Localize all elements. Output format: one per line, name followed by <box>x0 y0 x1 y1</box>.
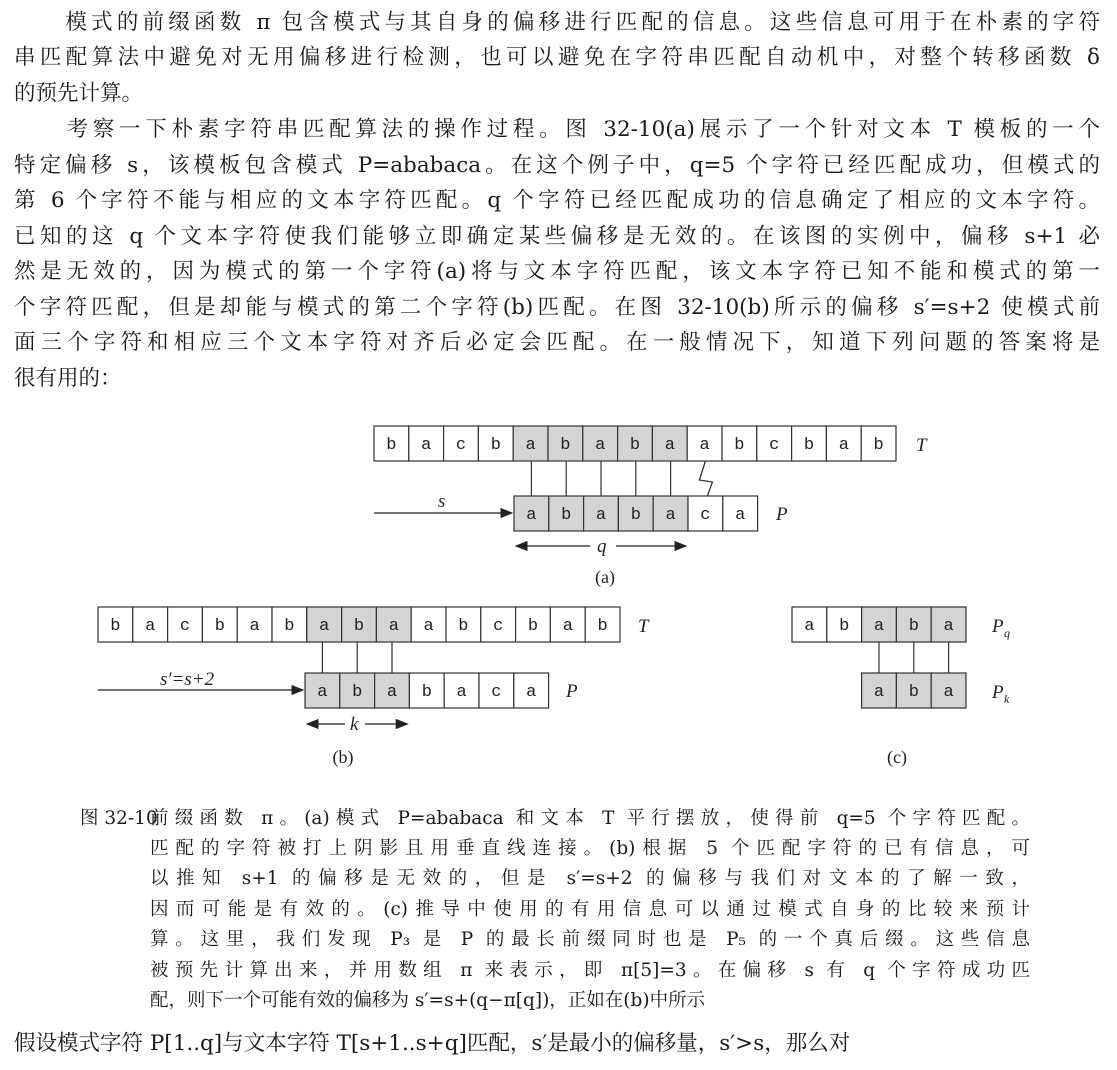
text-t-char: b <box>386 436 397 455</box>
caption-line: 因而可能是有效的。(c)推导中使用的有用信息可以通过模式自身的比较来预计 <box>150 899 1030 920</box>
pattern-p-char: a <box>526 506 537 525</box>
subfigure-label: (b) <box>332 747 354 767</box>
caption-line: 算。这里，我们发现 P₃ 是 P 的最长前缀同时也是 P₅ 的一个真后缀。这些信息 <box>150 929 1030 950</box>
pattern-p-char: b <box>561 506 572 525</box>
pattern-p-char: c <box>491 683 502 702</box>
text-t-char: a <box>699 436 710 455</box>
text-line: 已知的这 q 个文本字符使我们能够立即确定某些偏移是无效的。在该图的实例中，偏移 s+1 必 <box>14 224 1100 249</box>
caption-line: 以推知 s+1 的偏移是无效的，但是 s′=s+2 的偏移与我们对文本的了解一致， <box>150 868 1030 889</box>
subfigure-label: (a) <box>595 567 615 587</box>
pk-label: P <box>992 682 1004 703</box>
text-t-char: a <box>388 617 399 636</box>
prefix-pq-char: a <box>804 617 815 636</box>
text-t-char: b <box>527 617 539 636</box>
text-line: 模式的前缀函数 π 包含模式与其自身的偏移进行匹配的信息。这些信息可用于在朴素的字符 <box>14 10 1100 35</box>
text-t-char: a <box>319 617 330 636</box>
prefix-pq-char: b <box>839 617 850 636</box>
text-line: 特定偏移 s，该模板包含模式 P=ababaca。在这个例子中，q=5 个字符已经匹配成功，但模式的 <box>14 153 1100 178</box>
paragraph-3: 假设模式字符 P[1..q]与文本字符 T[s+1..s+q]匹配，s′是最小的偏移量，s′>s，那么对 <box>14 1031 851 1056</box>
text-t-char: b <box>560 436 571 455</box>
pattern-p-char: a <box>665 506 676 525</box>
pattern-p-char: a <box>386 683 398 702</box>
pq-label: P <box>992 616 1004 637</box>
text-t-char: b <box>490 436 501 455</box>
prefix-pq-char: a <box>943 617 954 636</box>
text-t-char: b <box>110 617 121 636</box>
caption-line: 匹配的字符被打上阴影且用垂直线连接。(b)根据 5 个匹配字符的已有信息，可 <box>150 838 1030 859</box>
prefix-pq-char: a <box>873 617 885 636</box>
text-t-char: a <box>145 617 156 636</box>
caption-label: 图 32-10 <box>80 808 158 829</box>
caption-line: 被预先计算出来，并用数组 π 来表示，即 π[5]=3。在偏移 s 有 q 个字符成功匹 <box>150 960 1030 981</box>
text-t-char: a <box>525 436 536 455</box>
pq-subscript: q <box>1004 626 1010 640</box>
text-t-char: a <box>249 617 260 636</box>
text-line: 考察一下朴素字符串匹配算法的操作过程。图 32-10(a)展示了一个针对文本 T 模板的一个 <box>14 117 1100 142</box>
text-t-char: b <box>284 617 295 636</box>
pattern-p-char: a <box>317 683 328 702</box>
pattern-p-char: a <box>595 506 607 525</box>
shift-label: s <box>438 491 446 512</box>
text-t-char: c <box>769 436 780 455</box>
prefix-pk-char: a <box>943 683 954 702</box>
pattern-p-char: a <box>456 683 467 702</box>
figure-part-c <box>792 607 1010 768</box>
pattern-p-char: a <box>735 506 746 525</box>
text-label: T <box>916 435 927 456</box>
text-t-char: a <box>595 436 606 455</box>
caption-line: 配，则下一个可能有效的偏移为 s′=s+(q−π[q])，正如在(b)中所示 <box>150 990 706 1011</box>
pattern-label: P <box>566 681 578 702</box>
text-line: 面三个字符和相应三个文本字符对齐后必定会匹配。在一般情况下，知道下列问题的答案将是 <box>14 330 1100 355</box>
span-label: q <box>597 536 607 557</box>
text-t-char: a <box>421 436 432 455</box>
pattern-p-char: b <box>352 683 363 702</box>
text-t-char: b <box>629 436 641 455</box>
subfigure-label: (c) <box>887 747 907 767</box>
text-t-char: b <box>214 617 225 636</box>
text-line: 很有用的： <box>14 366 122 391</box>
text-t-char: b <box>803 436 815 455</box>
figure-part-a <box>374 426 928 588</box>
span-label: k <box>350 714 359 735</box>
text-t-char: b <box>734 436 745 455</box>
text-t-char: c <box>179 617 191 636</box>
figure-part-b <box>98 607 650 768</box>
text-line: 的预先计算。 <box>14 81 144 106</box>
prefix-pq-char: b <box>908 617 919 636</box>
text-t-char: a <box>562 617 573 636</box>
text-t-char: c <box>455 436 467 455</box>
text-t-char: a <box>423 617 434 636</box>
text-t-char: a <box>664 436 675 455</box>
text-t-char: a <box>838 436 849 455</box>
text-t-char: c <box>493 617 504 636</box>
prefix-pk-char: a <box>873 683 885 702</box>
pattern-p-char: b <box>630 506 641 525</box>
prefix-pk-char: b <box>908 683 919 702</box>
pattern-p-char: a <box>526 683 537 702</box>
mismatch-zigzag <box>699 461 712 496</box>
caption-line: 前缀函数 π。(a)模式 P=ababaca 和文本 T 平行摆放，使得前 q=5 个字符匹配。 <box>150 808 1030 829</box>
pattern-p-char: b <box>421 683 432 702</box>
shift-label: s′=s+2 <box>160 669 215 690</box>
text-t-char: b <box>458 617 469 636</box>
pattern-label: P <box>776 504 788 525</box>
text-line: 个字符匹配，但是却能与模式的第二个字符(b)匹配。在图 32-10(b)所示的偏移 s′=s+2 使模式前 <box>14 295 1100 320</box>
pattern-p-char: c <box>700 506 711 525</box>
text-line: 然是无效的，因为模式的第一个字符(a)将与文本字符匹配，该文本字符已知不能和模式的第一 <box>14 259 1100 284</box>
text-line: 串匹配算法中避免对无用偏移进行检测，也可以避免在字符串匹配自动机中，对整个转移函数 δ <box>14 45 1100 70</box>
pk-subscript: k <box>1004 692 1010 706</box>
text-t-char: b <box>353 617 365 636</box>
text-t-char: b <box>873 436 884 455</box>
text-label: T <box>638 616 649 637</box>
text-line: 第 6 个字符不能与相应的文本字符匹配。q 个字符已经匹配成功的信息确定了相应的文本字符。 <box>14 188 1100 213</box>
text-t-char: b <box>597 617 608 636</box>
